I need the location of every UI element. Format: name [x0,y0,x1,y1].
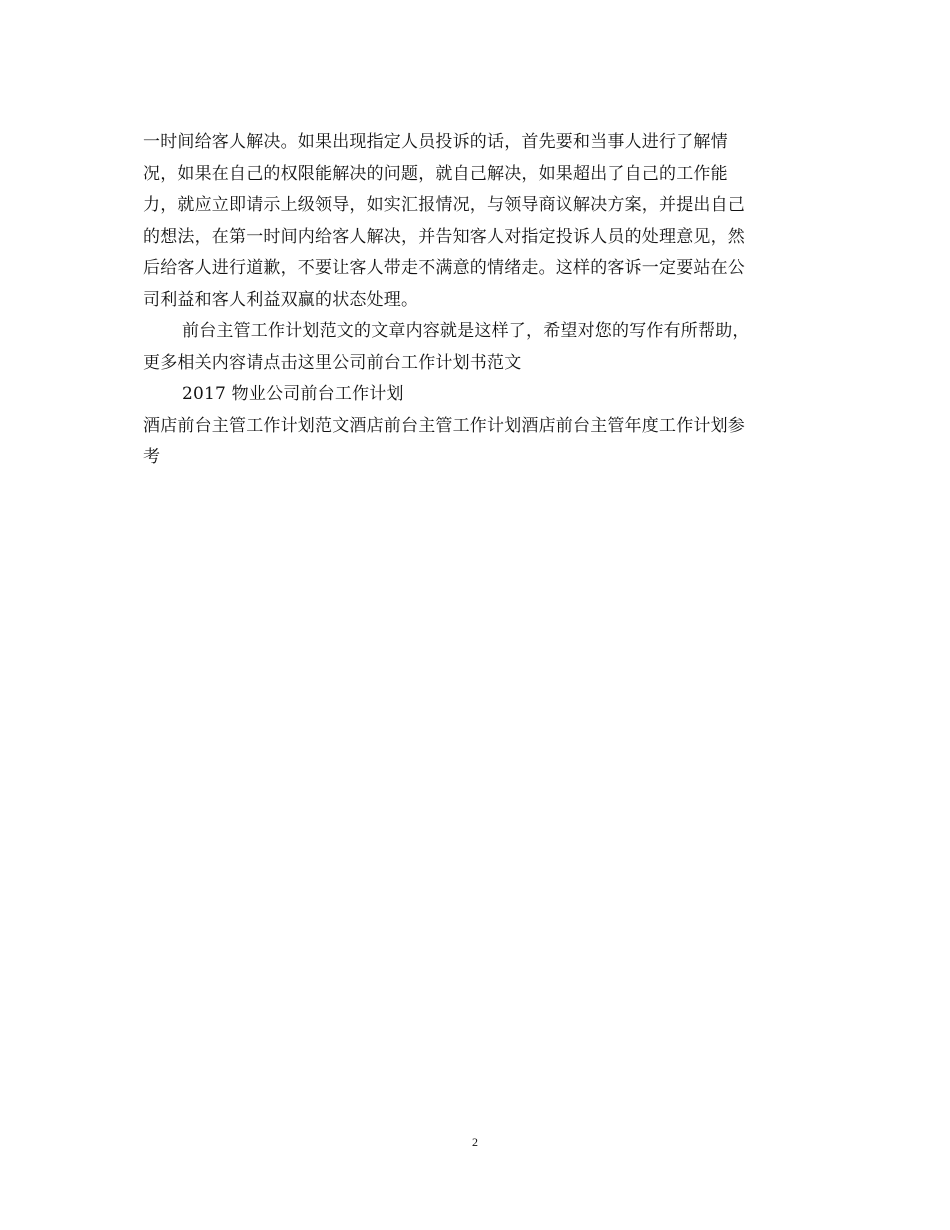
document-body [143,127,813,474]
related-article-link[interactable]: 2017 物业公司前台工作计划 [182,384,404,404]
text-line: 后给客人进行道歉，不要让客人带走不满意的情绪走。这样的客诉一定要站在公 [143,258,745,278]
text-line: 司利益和客人利益双赢的状态处理。 [143,289,419,310]
text-line: 前台主管工作计划范文的文章内容就是这样了，希望对您的写作有所帮助， [182,321,750,341]
text-line: 一时间给客人解决。如果出现指定人员投诉的话，首先要和当事人进行了解情 [143,132,728,152]
paragraph-complaint-handling [143,127,813,316]
paragraph-closing [143,316,813,379]
text-line: 力，就应立即请示上级领导，如实汇报情况，与领导商议解决方案，并提出自己 [143,195,745,215]
related-articles-line[interactable]: 考 [143,447,161,467]
related-articles-list [143,411,813,474]
page-number: 2 [472,1135,478,1149]
related-articles-line[interactable]: 酒店前台主管工作计划范文酒店前台主管工作计划酒店前台主管年度工作计划参 [143,415,745,436]
text-line: 的想法，在第一时间内给客人解决，并告知客人对指定投诉人员的处理意见，然 [143,226,745,247]
related-link-text[interactable]: 更多相关内容请点击这里公司前台工作计划书范文 [143,352,522,373]
text-line: 况，如果在自己的权限能解决的问题，就自己解决，如果超出了自己的工作能 [143,163,728,184]
